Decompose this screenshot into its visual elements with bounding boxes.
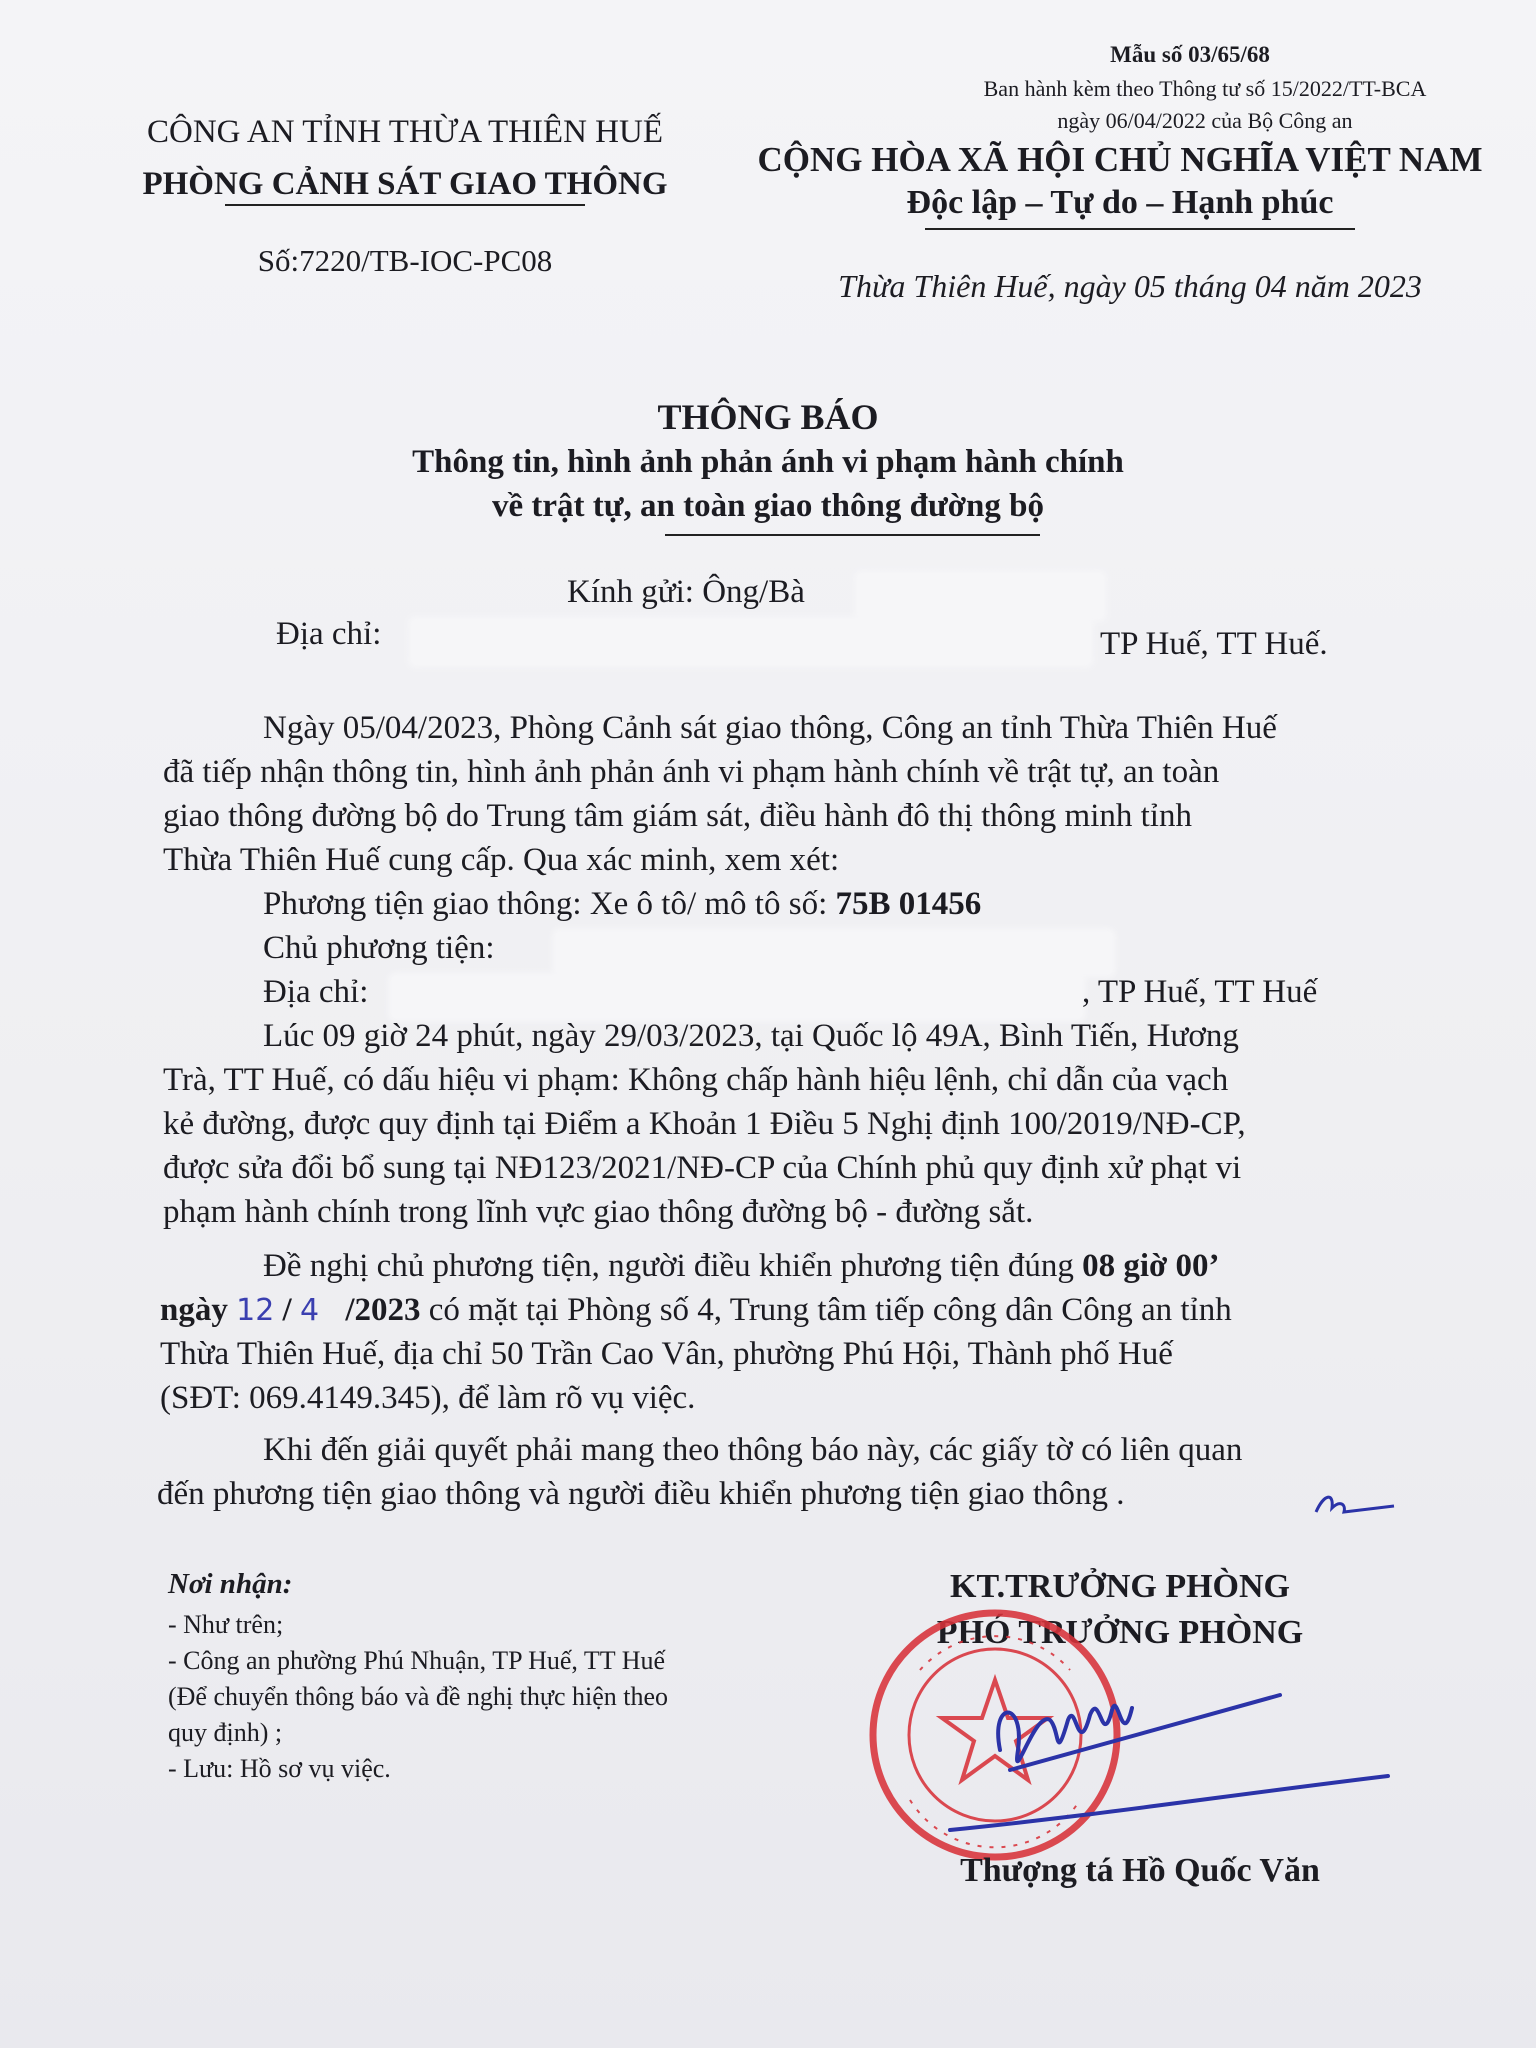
doc-subtitle-2: về trật tự, an toàn giao thông đường bộ <box>491 488 1044 524</box>
p2-line5: phạm hành chính trong lĩnh vực giao thông đường bộ - đường sắt. <box>163 1194 1034 1230</box>
p4-line1: Khi đến giải quyết phải mang theo thông báo này, các giấy tờ có liên quan <box>263 1432 1243 1468</box>
form-code: Mẫu số 03/65/68 <box>1110 42 1270 67</box>
official-seal-icon <box>873 1613 1117 1857</box>
handwritten-signature-icon <box>950 1695 1388 1830</box>
redacted-address <box>412 620 1090 664</box>
vehicle-label: Phương tiện giao thông: Xe ô tô/ mô tô số: <box>263 886 828 922</box>
place-date: Thừa Thiên Huế, ngày 05 tháng 04 năm 2023 <box>838 268 1422 304</box>
appointment-day-handwritten: 12 <box>236 1293 275 1328</box>
p3-line2 <box>160 1292 1232 1329</box>
appointment-year: /2023 <box>345 1292 421 1328</box>
redacted-owner-address <box>392 976 1082 1018</box>
p2-line4: được sửa đổi bổ sung tại NĐ123/2021/NĐ-CP của Chính phủ quy định xử phạt vi <box>163 1150 1242 1186</box>
vehicle-plate: 75B 01456 <box>835 886 982 922</box>
owner-label: Chủ phương tiện: <box>263 930 495 966</box>
recipient-2: - Công an phường Phú Nhuận, TP Huế, TT Huế <box>168 1646 666 1675</box>
motto: Độc lập – Tự do – Hạnh phúc <box>906 184 1334 221</box>
p1-line3: giao thông đường bộ do Trung tâm giám sát, điều hành đô thị thông minh tỉnh <box>163 798 1192 834</box>
title-underline <box>665 534 1040 536</box>
p4-line2: đến phương tiện giao thông và người điều khiển phương tiện giao thông . <box>157 1476 1125 1512</box>
official-stamp-and-signature <box>850 1600 1410 1890</box>
p3-line3: Thừa Thiên Huế, địa chỉ 50 Trần Cao Vân, phường Phú Hội, Thành phố Huế <box>160 1336 1173 1372</box>
appointment-month-handwritten: 4 <box>299 1293 320 1328</box>
p1-line2: đã tiếp nhận thông tin, hình ảnh phản ánh vi phạm hành chính về trật tự, an toàn <box>163 754 1220 790</box>
p3-line1 <box>263 1248 1220 1285</box>
address-label: Địa chỉ: <box>276 616 382 652</box>
p1-line4: Thừa Thiên Huế cung cấp. Qua xác minh, xem xét: <box>163 842 840 878</box>
initial-mark-icon <box>1310 1486 1400 1526</box>
signer-title-2: PHÓ TRƯỞNG PHÒNG <box>936 1614 1304 1651</box>
p2-line3: kẻ đường, được quy định tại Điểm a Khoản 1 Điều 5 Nghị định 100/2019/NĐ-CP, <box>163 1106 1246 1142</box>
p3-line4: (SĐT: 069.4149.345), để làm rõ vụ việc. <box>160 1380 696 1416</box>
motto-underline <box>925 228 1355 230</box>
redacted-owner <box>556 932 1112 974</box>
greeting: Kính gửi: Ông/Bà <box>567 574 805 610</box>
redacted-name <box>858 574 1103 618</box>
recipient-3: (Để chuyển thông báo và đề nghị thực hiện theo <box>168 1682 669 1711</box>
recipient-5: - Lưu: Hồ sơ vụ việc. <box>168 1754 391 1783</box>
agency-underline <box>225 204 585 206</box>
signer-title-1: KT.TRƯỞNG PHÒNG <box>950 1568 1290 1605</box>
doc-title: THÔNG BÁO <box>657 397 879 437</box>
appointment-time: 08 giờ 00’ <box>1082 1248 1220 1284</box>
agency-parent: CÔNG AN TỈNH THỪA THIÊN HUẾ <box>146 114 663 150</box>
recipient-1: - Như trên; <box>168 1610 284 1639</box>
doc-number: Số:7220/TB-IOC-PC08 <box>257 243 553 278</box>
p3-line2-rest: có mặt tại Phòng số 4, Trung tâm tiếp công dân Công an tỉnh <box>428 1292 1232 1328</box>
p3-line1-text: Đề nghị chủ phương tiện, người điều khiển phương tiện đúng <box>263 1248 1074 1284</box>
signer-name: Thượng tá Hồ Quốc Văn <box>960 1852 1320 1889</box>
nation-title: CỘNG HÒA XÃ HỘI CHỦ NGHĨA VIỆT NAM <box>757 140 1483 179</box>
p1-line1: Ngày 05/04/2023, Phòng Cảnh sát giao thông, Công an tỉnh Thừa Thiên Huế <box>263 710 1277 746</box>
form-issued-line1: Ban hành kèm theo Thông tư số 15/2022/TT-BCA <box>983 76 1427 101</box>
p2-line2: Trà, TT Huế, có dấu hiệu vi phạm: Không chấp hành hiệu lệnh, chỉ dẫn của vạch <box>163 1062 1229 1098</box>
appointment-day-label: ngày <box>160 1292 228 1328</box>
owner-address-label: Địa chỉ: <box>263 974 369 1010</box>
owner-address-tail: , TP Huế, TT Huế <box>1082 974 1318 1010</box>
recipients-heading: Nơi nhận: <box>168 1568 293 1600</box>
vehicle-row <box>263 886 981 923</box>
p2-line1: Lúc 09 giờ 24 phút, ngày 29/03/2023, tại Quốc lộ 49A, Bình Tiến, Hương <box>263 1018 1239 1054</box>
recipient-4: quy định) ; <box>168 1718 283 1747</box>
doc-subtitle-1: Thông tin, hình ảnh phản ánh vi phạm hành chính <box>412 444 1124 480</box>
form-issued-line2: ngày 06/04/2022 của Bộ Công an <box>1057 108 1353 133</box>
address-tail: TP Huế, TT Huế. <box>1100 626 1328 662</box>
date-separator: / <box>282 1292 292 1328</box>
agency-name: PHÒNG CẢNH SÁT GIAO THÔNG <box>142 166 668 202</box>
